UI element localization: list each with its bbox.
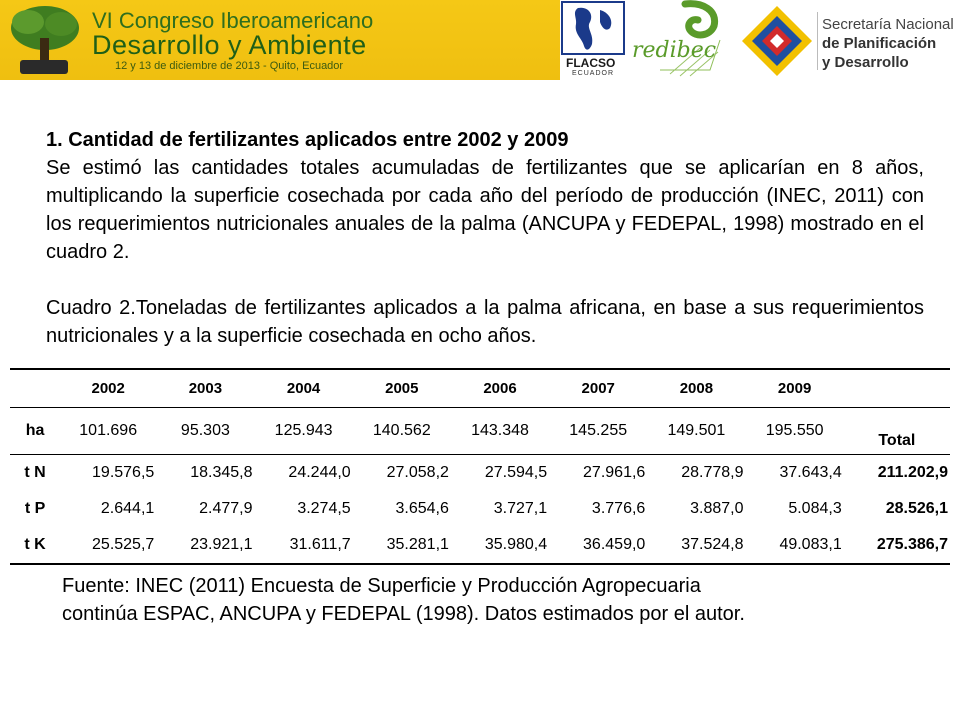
- total-cell: 211.202,9: [844, 454, 950, 491]
- paragraph-spacer: [46, 266, 924, 294]
- year-header: 2005: [353, 369, 451, 407]
- senplades-line3: y Desarrollo: [822, 54, 909, 71]
- table-cell: 2.644,1: [100, 499, 155, 517]
- year-header: 2002: [60, 369, 156, 407]
- congress-date-line: 12 y 13 de diciembre de 2013 - Quito, Ecuador: [115, 60, 344, 72]
- table-cell: 31.611,7: [255, 527, 353, 564]
- table-cell: 23.921,1: [156, 527, 254, 564]
- congress-banner: [0, 0, 560, 80]
- table-row: [10, 407, 950, 454]
- table-cell: 35.980,4: [451, 527, 549, 564]
- corner-cell: [10, 369, 60, 407]
- year-header: 2004: [255, 369, 353, 407]
- table-row: [10, 491, 950, 527]
- senplades-line1: Secretaría Nacional: [822, 16, 954, 33]
- table-cell: 35.281,1: [353, 527, 451, 564]
- congress-title-line1: VI Congreso Iberoamericano: [92, 8, 374, 33]
- table-cell: 125.943: [274, 421, 333, 439]
- table-cell: 195.550: [765, 421, 824, 439]
- intro-paragraph: Se estimó las cantidades totales acumuladas de fertilizantes que se aplicarían en 8 años, multiplicando la superficie cosechada por cada año del período de producción (INEC, 2011) con los requerimientos nutricionales anuales de la palma (ANCUPA y FEDEPAL, 1998) mostrado en el cuadro 2.: [46, 157, 924, 263]
- table-cell: 2.477,9: [199, 499, 253, 517]
- source-line2: continúa ESPAC, ANCUPA y FEDEPAL (1998). Datos estimados por el autor.: [62, 603, 745, 625]
- table-cell: 37.643,4: [746, 454, 844, 491]
- total-header-blank: [844, 369, 950, 407]
- table-cell: 3.776,6: [591, 499, 646, 517]
- redibec-label: redibec: [632, 38, 717, 63]
- year-header: 2009: [746, 369, 844, 407]
- table-cell: 24.244,0: [255, 454, 353, 491]
- table-cell: 3.887,0: [690, 499, 744, 517]
- section-heading: 1. Cantidad de fertilizantes aplicados entre 2002 y 2009: [46, 129, 569, 151]
- table-cell: 27.961,6: [549, 454, 647, 491]
- row-label: ha: [25, 421, 45, 439]
- year-header: 2008: [647, 369, 745, 407]
- table-cell: 25.525,7: [60, 527, 156, 564]
- total-cell: 275.386,7: [844, 527, 950, 564]
- table-cell: 149.501: [667, 421, 726, 439]
- table-caption: Cuadro 2.Toneladas de fertilizantes aplicados a la palma africana, en base a sus requerimientos nutricionales y a la superficie cosechada en ocho años.: [46, 297, 924, 347]
- row-label: t K: [10, 527, 60, 564]
- table-cell: 18.345,8: [156, 454, 254, 491]
- table-row: [10, 454, 950, 491]
- congress-title-line2: Desarrollo y Ambiente: [92, 30, 367, 60]
- table-row: [10, 527, 950, 564]
- table-cell: 27.594,5: [451, 454, 549, 491]
- table-cell: 28.778,9: [647, 454, 745, 491]
- table-cell: 143.348: [471, 421, 529, 439]
- year-header: 2007: [549, 369, 647, 407]
- source-note: [62, 572, 745, 628]
- total-header: Total: [878, 431, 916, 449]
- table-cell: 5.084,3: [788, 499, 842, 517]
- flacso-label: FLACSO: [566, 56, 616, 70]
- table-cell: 95.303: [180, 421, 230, 439]
- total-cell: 28.526,1: [885, 499, 948, 517]
- table-cell: 36.459,0: [549, 527, 647, 564]
- year-header-row: [10, 369, 950, 407]
- row-label: t N: [10, 454, 60, 491]
- table-cell: 3.727,1: [493, 499, 548, 517]
- table-cell: 37.524,8: [647, 527, 745, 564]
- table-cell: 140.562: [372, 421, 431, 439]
- senplades-divider: [817, 12, 818, 70]
- table-cell: 49.083,1: [746, 527, 844, 564]
- senplades-logo-icon: [740, 4, 814, 78]
- tree-logo-icon: [6, 2, 84, 78]
- table-cell: 3.274,5: [297, 499, 351, 517]
- year-header: 2006: [451, 369, 549, 407]
- table-cell: 27.058,2: [353, 454, 451, 491]
- source-line1: Fuente: INEC (2011) Encuesta de Superficie y Producción Agropecuaria: [62, 575, 701, 597]
- fertilizer-table: [10, 368, 950, 565]
- table-cell: 145.255: [569, 421, 628, 439]
- table-cell: 19.576,5: [60, 454, 156, 491]
- table-cell: 101.696: [79, 421, 138, 439]
- table-cell: 3.654,6: [395, 499, 449, 517]
- year-header: 2003: [156, 369, 254, 407]
- senplades-line2: de Planificación: [822, 35, 937, 52]
- row-label: t P: [24, 499, 46, 517]
- flacso-sublabel: ECUADOR: [572, 70, 615, 77]
- main-content: [46, 126, 924, 350]
